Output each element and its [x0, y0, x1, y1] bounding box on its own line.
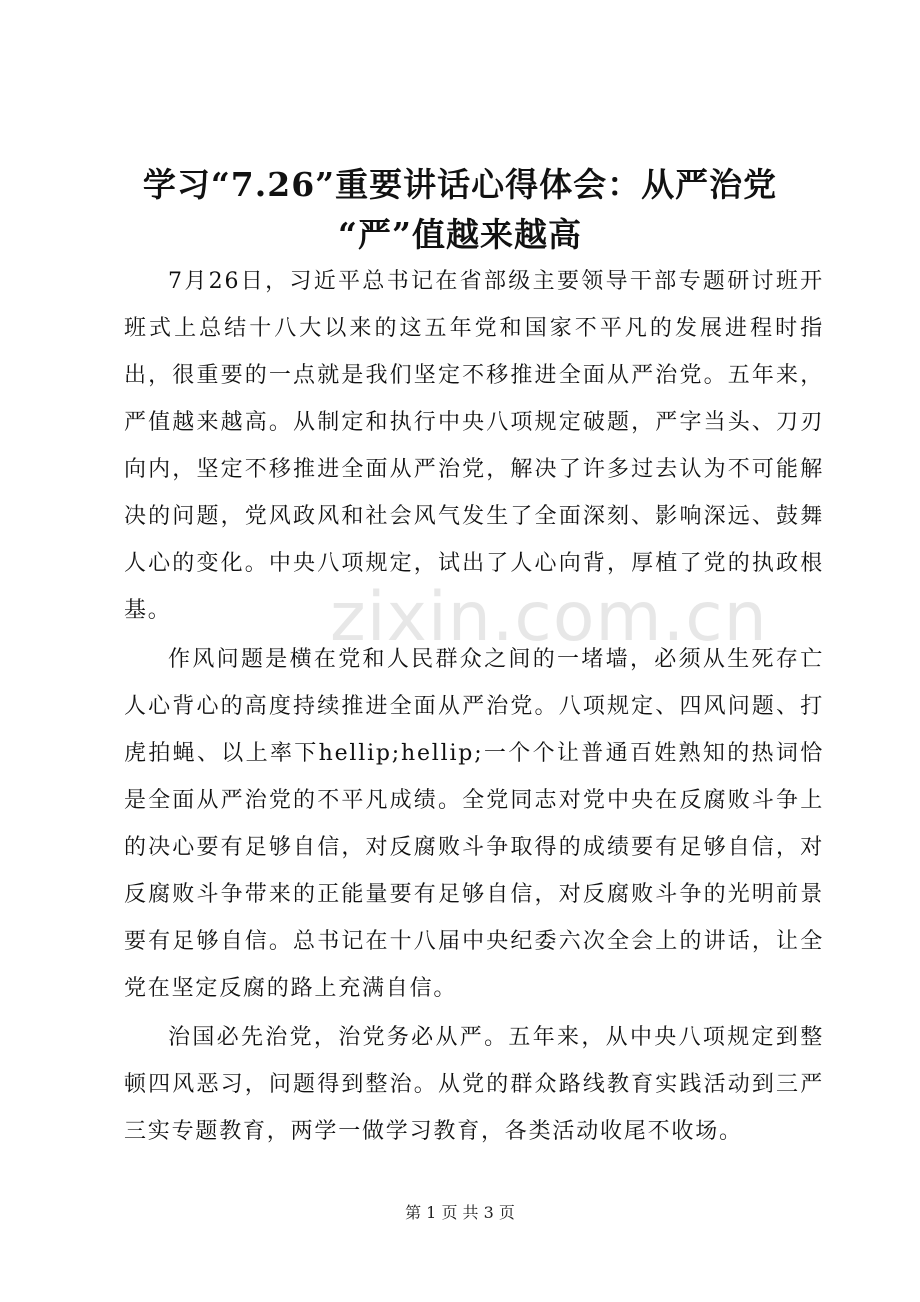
paragraph-3: 治国必先治党，治党务必从严。五年来，从中央八项规定到整顿四风恶习，问题得到整治。从党的群众路线教育实践活动到三严三实专题教育，两学一做学习教育，各类活动收尾不收场。 — [124, 1025, 824, 1144]
page-footer: 第 1 页 共 3 页 — [405, 1203, 515, 1222]
watermark-text: zixin.com.cn — [330, 578, 768, 657]
document-title — [100, 160, 820, 260]
paragraph-2: 作风问题是横在党和人民群众之间的一堵墙，必须从生死存亡人心背心的高度持续推进全面从严治党。八项规定、四风问题、打虎拍蝇、以上率下hellip;hellip;一个个让普通百姓熟知的热词恰是全面从严治党的不平凡成绩。全党同志对党中央在反腐败斗争上的决心要有足够自信，对反腐败斗争取得的成绩要有足够自信，对反腐败斗争带来的正能量要有足够自信，对反腐败斗争的光明前景要有足够自信。总书记在十八届中央纪委六次全会上的讲话，让全党在坚定反腐的路上充满自信。 — [124, 647, 824, 1001]
document-body — [124, 258, 824, 1157]
title-line-1: 学习“7.26”重要讲话心得体会：从严治党 — [142, 165, 778, 204]
paragraph-1: 7月26日，习近平总书记在省部级主要领导干部专题研讨班开班式上总结十八大以来的这五年党和国家不平凡的发展进程时指出，很重要的一点就是我们坚定不移推进全面从严治党。五年来，严值越来越高。从制定和执行中央八项规定破题，严字当头、刀刃向内，坚定不移推进全面从严治党，解决了许多过去认为不可能解决的问题，党风政风和社会风气发生了全面深刻、影响深远、鼓舞人心的变化。中央八项规定，试出了人心向背，厚植了党的执政根基。 — [124, 269, 824, 623]
title-line-2: “严”值越来越高 — [338, 215, 582, 254]
